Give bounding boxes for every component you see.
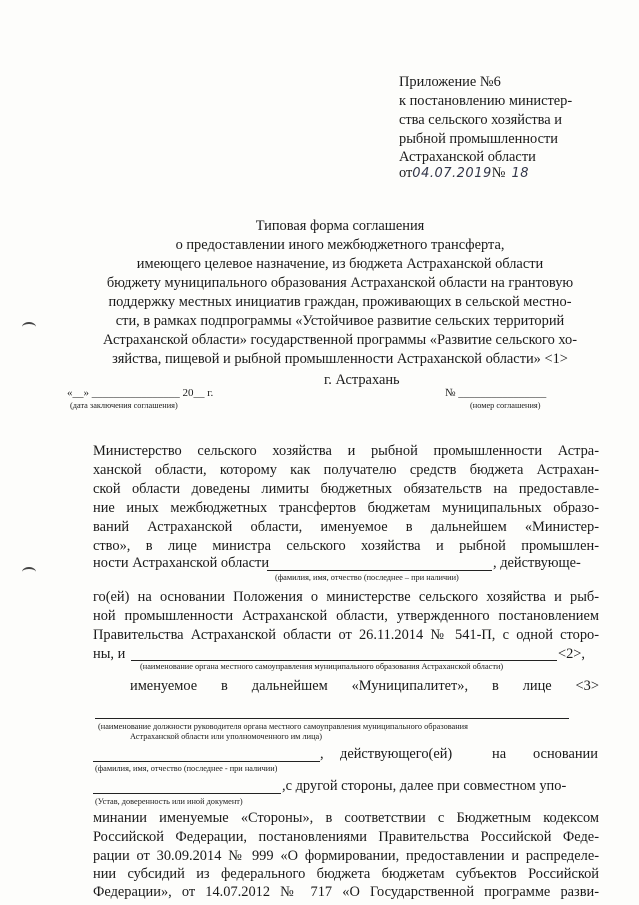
appendix-line: рыбной промышленности — [399, 131, 558, 147]
body-line: ности Астраханской области — [93, 555, 270, 571]
handwritten-date: 04.07.2019 — [412, 166, 492, 181]
body-line: на — [492, 746, 507, 762]
body-line: ние иных межбюджетных трансфертов бюджетам муниципальных образо- — [93, 500, 599, 516]
body-line: ,с другой стороны, далее при совместном упо- — [282, 778, 567, 794]
body-line: Российской Федерации, постановлениями Правительства Российской Феде- — [93, 829, 599, 845]
fio-caption: (фамилия, имя, отчество (последнее - при наличии) — [95, 764, 278, 773]
document-blank-line — [93, 793, 281, 794]
body-line: основании — [533, 746, 598, 762]
body-line: , действующе- — [493, 555, 581, 571]
body-line: именуемое в дальнейшем «Муниципалитет», в лице <3> — [130, 678, 599, 694]
document-title — [40, 218, 639, 370]
appendix-line: Астраханской области — [399, 149, 536, 165]
body-line: ной промышленности Астраханской области, утвержденного постановлением — [93, 608, 599, 624]
title-line: Астраханской области» государственной программы «Развитие сельского хо- — [102, 332, 578, 348]
agreement-date-caption: (дата заключения соглашения) — [70, 401, 178, 410]
title-line: Типовая форма соглашения — [255, 218, 425, 234]
date-prefix: от — [399, 165, 413, 181]
org-blank-line — [131, 660, 557, 661]
title-line: бюджету муниципального образования Астраханской области на грантовую — [106, 275, 574, 291]
body-line: <2>, — [558, 646, 586, 662]
body-line: нии субсидий из федерального бюджета бюджетам субъектов Российской — [93, 866, 599, 882]
position-caption: (наименование должности руководителя органа местного самоуправления муниципального образования — [98, 722, 468, 731]
handwritten-number: 18 — [511, 166, 530, 181]
punch-hole-mark — [22, 567, 36, 577]
position-blank-line — [95, 718, 569, 719]
document-caption: (Устав, доверенность или иной документ) — [95, 797, 243, 806]
comma: , — [320, 746, 324, 762]
body-line: рации от 30.09.2014 № 999 «О формировании, предоставлении и распределе- — [93, 848, 599, 864]
city: г. Астрахань — [324, 372, 400, 388]
punch-hole-mark — [22, 322, 36, 332]
appendix-line: к постановлению министер- — [399, 93, 573, 109]
agreement-date-field: «__» ________________ 20__ г. — [67, 387, 214, 399]
body-line: Министерство сельского хозяйства и рыбной промышленности Астра- — [93, 443, 599, 459]
body-line: го(ей) на основании Положения о министерстве сельского хозяйства и рыб- — [93, 589, 599, 605]
body-line: ны, и — [93, 646, 126, 662]
body-line: Правительства Астраханской области от 26.11.2014 № 541-П, с одной сторо- — [93, 627, 599, 643]
fio-blank-line — [93, 761, 320, 762]
appendix-date-line — [399, 165, 529, 182]
body-line: ство», в лице министра сельского хозяйства и рыбной промышлен- — [93, 538, 599, 554]
title-line: зяйства, пищевой и рыбной промышленности Астраханской области» <1> — [112, 351, 568, 367]
body-line: минании именуемые «Стороны», в соответствии с Бюджетным кодексом — [93, 810, 599, 826]
body-line: Федерации», от 14.07.2012 № 717 «О Государственной программе разви- — [93, 884, 599, 900]
org-caption: (наименование органа местного самоуправления муниципального образования Астраханской области) — [140, 662, 504, 671]
agreement-number-field: № ________________ — [445, 387, 547, 399]
title-line: сти, в рамках подпрограммы «Устойчивое развитие сельских территорий — [115, 313, 565, 329]
fio-blank-line — [267, 570, 492, 571]
position-caption: Астраханской области или уполномоченного им лица) — [130, 732, 322, 741]
appendix-line: ства сельского хозяйства и — [399, 112, 562, 128]
body-line: ской области доведены лимиты бюджетных обязательств на предоставле- — [93, 481, 599, 497]
body-line: ханской области, которому как получателю средств бюджета Астрахан- — [93, 462, 599, 478]
title-line: поддержку местных инициатив граждан, проживающих в сельской местно- — [108, 294, 572, 310]
body-line: действующего(ей) — [340, 746, 453, 762]
number-prefix: № — [491, 165, 506, 181]
appendix-title: Приложение №6 — [399, 74, 501, 90]
title-line: о предоставлении иного межбюджетного трансферта, — [175, 237, 505, 253]
agreement-number-caption: (номер соглашения) — [470, 401, 541, 410]
body-line: ваний Астраханской области, именуемое в дальнейшем «Министер- — [93, 519, 599, 535]
title-line: имеющего целевое назначение, из бюджета Астраханской области — [136, 256, 544, 272]
fio-caption: (фамилия, имя, отчество (последнее – при наличии) — [275, 573, 459, 582]
